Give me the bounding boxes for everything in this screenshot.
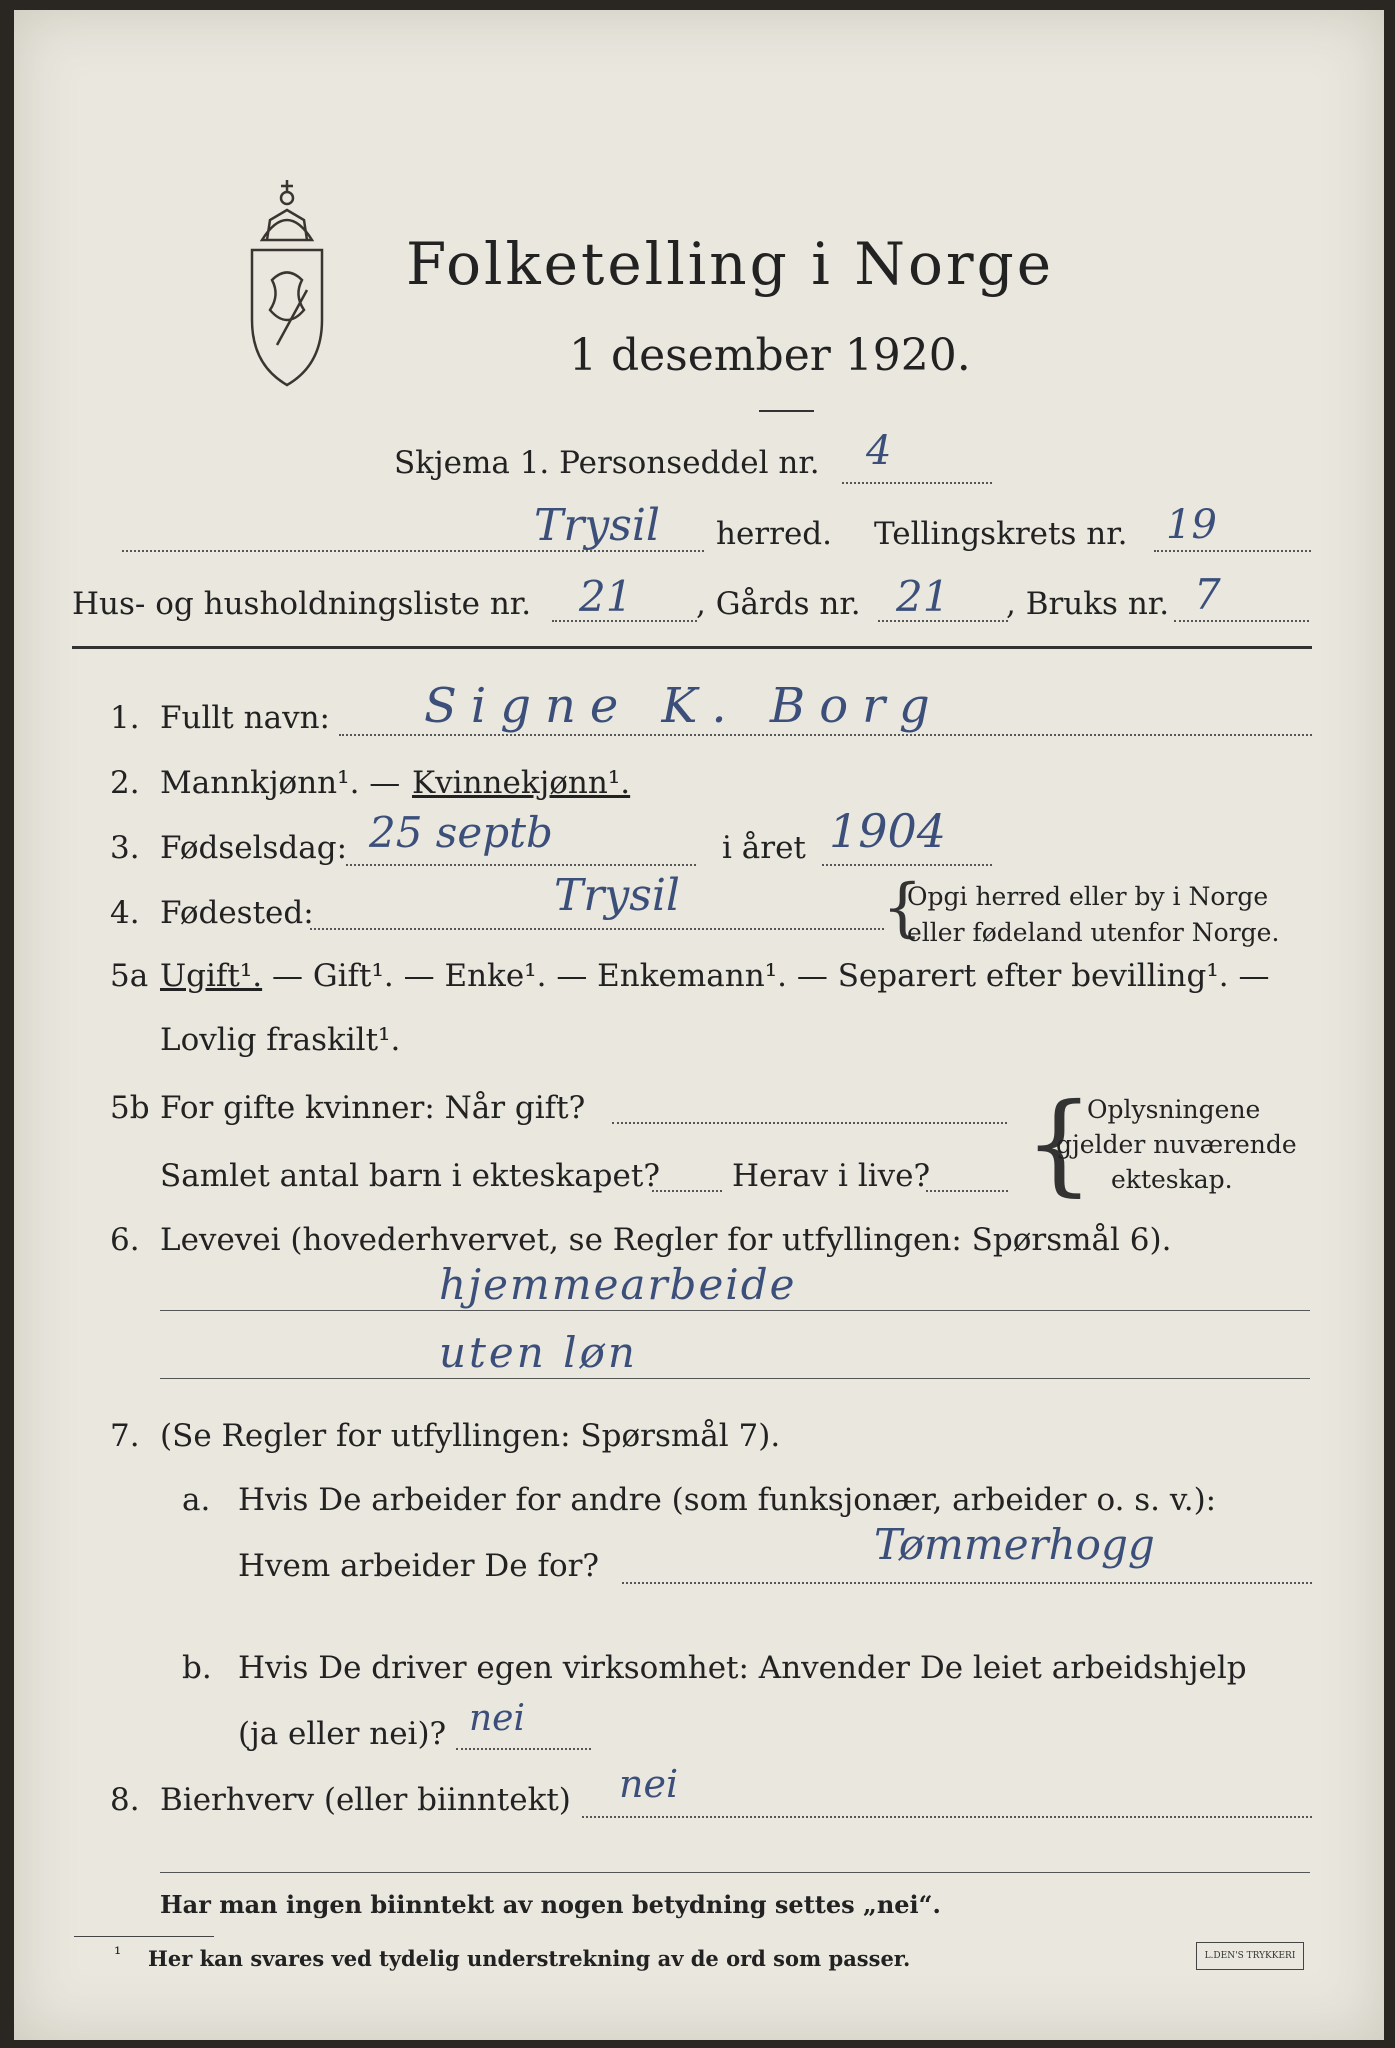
q7a-letter: a. — [182, 1482, 211, 1518]
tellingskrets-value[interactable]: 19 — [1166, 502, 1217, 548]
q5b-gift-line — [612, 1122, 1007, 1124]
q3-year-value[interactable]: 1904 — [829, 804, 947, 858]
q5a-options: — Gift¹. — Enke¹. — Enkemann¹. — Separert efter bevilling¹. — — [272, 958, 1270, 994]
q5a-ugift[interactable]: Ugift¹. — [160, 958, 263, 994]
q7-label: (Se Regler for utfyllingen: Spørsmål 7). — [160, 1418, 781, 1454]
hus-value[interactable]: 21 — [579, 572, 633, 621]
q4-brace: { — [882, 871, 923, 945]
q8-extra-line — [160, 1872, 1310, 1873]
q3-number: 3. — [110, 830, 140, 866]
q6-value2[interactable]: uten løn — [439, 1328, 638, 1377]
hus-label: Hus- og husholdningsliste nr. — [72, 586, 532, 622]
q8-line — [582, 1816, 1312, 1818]
q5a-number: 5a — [110, 958, 149, 994]
personseddel-value[interactable]: 4 — [866, 428, 892, 474]
q5b-line2a: Samlet antal barn i ekteskapet? — [160, 1158, 660, 1194]
q5b-note3: ekteskap. — [1111, 1165, 1233, 1194]
q7a-line — [622, 1582, 1312, 1584]
q7b-line — [456, 1748, 591, 1750]
gards-label: , Gårds nr. — [696, 586, 861, 622]
q8-value[interactable]: nei — [619, 1762, 679, 1806]
q4-note-line1: Opgi herred eller by i Norge — [907, 882, 1269, 911]
header-separator — [72, 646, 1312, 649]
q2-mann: Mannkjønn¹. — — [160, 765, 401, 801]
q3-year-line — [822, 864, 992, 866]
q1-label: Fullt navn: — [160, 700, 330, 736]
tellingskrets-label: Tellingskrets nr. — [874, 516, 1128, 552]
q1-value[interactable]: Signe K. Borg — [424, 678, 944, 734]
q7b-value[interactable]: nei — [469, 1698, 526, 1739]
q5a-line2: Lovlig fraskilt¹. — [160, 1022, 401, 1058]
q5b-brace: { — [1024, 1079, 1094, 1207]
q4-note-line2: eller fødeland utenfor Norge. — [907, 918, 1280, 947]
herred-label: herred. — [716, 516, 832, 552]
footnote-rule — [74, 1936, 214, 1937]
q5b-ilive-line — [926, 1190, 1008, 1192]
personseddel-line — [842, 482, 992, 484]
q5b-note1: Oplysningene — [1087, 1095, 1261, 1124]
schema-label: Skjema 1. Personseddel nr. — [394, 445, 820, 481]
q1-number: 1. — [110, 700, 140, 736]
footer-note: Har man ingen biinntekt av nogen betydning settes „nei“. — [160, 1890, 941, 1919]
q6-line2 — [160, 1378, 1310, 1379]
q6-label: Levevei (hovederhvervet, se Regler for utfyllingen: Spørsmål 6). — [160, 1222, 1172, 1258]
q7b-line2: (ja eller nei)? — [238, 1716, 447, 1752]
q7a-line2: Hvem arbeider De for? — [238, 1548, 600, 1584]
q4-line — [310, 928, 884, 930]
bruks-label: , Bruks nr. — [1006, 586, 1170, 622]
q5b-note2: gjelder nuværende — [1056, 1130, 1297, 1159]
q5b-number: 5b — [110, 1090, 150, 1126]
q3-year-label: i året — [722, 830, 806, 866]
q8-label: Bierhverv (eller biinntekt) — [160, 1782, 571, 1818]
footnote-mark: ¹ — [114, 1944, 122, 1965]
q7b-line1: Hvis De driver egen virksomhet: Anvender De leiet arbeidshjelp — [238, 1650, 1247, 1686]
q2-number: 2. — [110, 765, 140, 801]
q6-line1 — [160, 1310, 1310, 1311]
form-title: Folketelling i Norge — [406, 230, 1055, 298]
q2-kvinne[interactable]: Kvinnekjønn¹. — [412, 765, 631, 801]
q6-number: 6. — [110, 1222, 140, 1258]
printer-stamp: L.DEN'S TRYKKERI — [1196, 1942, 1304, 1970]
q3-day-value[interactable]: 25 septb — [369, 808, 553, 857]
tellingskrets-line — [1154, 550, 1311, 552]
q8-number: 8. — [110, 1782, 140, 1818]
q4-value[interactable]: Trysil — [554, 870, 680, 921]
gards-value[interactable]: 21 — [896, 572, 950, 621]
herred-value[interactable]: Trysil — [534, 500, 660, 551]
q7a-value[interactable]: Tømmerhogg — [874, 1520, 1155, 1569]
q5b-line1: For gifte kvinner: Når gift? — [160, 1090, 586, 1126]
q3-label: Fødselsdag: — [160, 830, 348, 866]
census-form — [14, 10, 1384, 2040]
q5b-line2b: Herav i live? — [732, 1158, 931, 1194]
bruks-value[interactable]: 7 — [1194, 570, 1221, 619]
q5b-barn-line — [652, 1190, 722, 1192]
q7a-line1: Hvis De arbeider for andre (som funksjonær, arbeider o. s. v.): — [238, 1482, 1217, 1518]
q6-value1[interactable]: hjemmearbeide — [439, 1260, 797, 1309]
coat-of-arms-icon — [232, 170, 342, 394]
q7-number: 7. — [110, 1418, 140, 1454]
bruks-line — [1174, 620, 1309, 622]
q7b-letter: b. — [182, 1650, 212, 1686]
q1-line — [339, 734, 1312, 736]
form-date: 1 desember 1920. — [569, 330, 971, 381]
q4-label: Fødested: — [160, 895, 314, 931]
title-divider — [759, 410, 814, 412]
footnote-text: Her kan svares ved tydelig understrekning av de ord som passer. — [148, 1946, 911, 1971]
q3-day-line — [346, 864, 696, 866]
q4-number: 4. — [110, 895, 140, 931]
